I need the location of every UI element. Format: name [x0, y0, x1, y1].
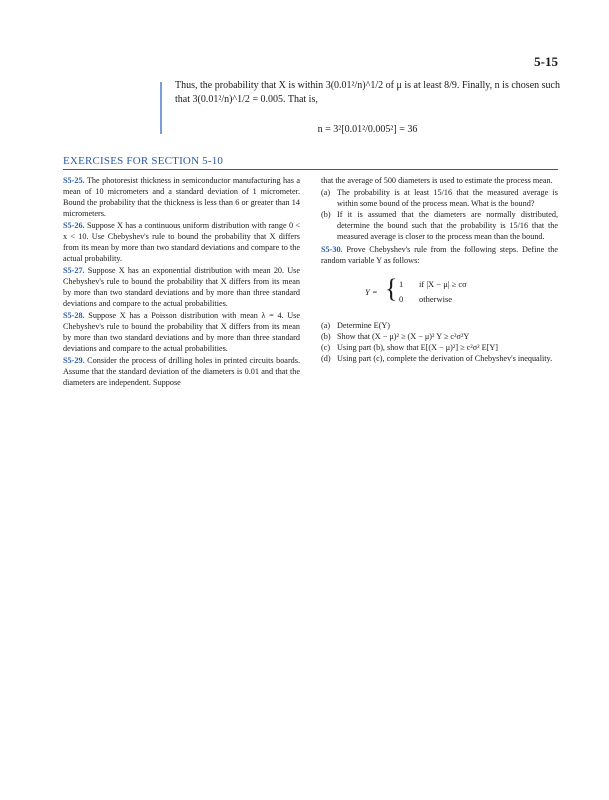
exercise-number: S5-25. — [63, 176, 85, 185]
exercise-part — [321, 209, 558, 242]
part-label: (b) — [321, 210, 331, 219]
exercise-number: S5-29. — [63, 356, 85, 365]
exercise-number: S5-27. — [63, 266, 85, 275]
exercise-number: S5-26. — [63, 221, 85, 230]
case-1-value: 1 — [399, 279, 404, 289]
part-label: (c) — [321, 343, 331, 352]
part-text: Using part (b), show that E[(X − μ)²] ≥ c²σ² E[Y] — [337, 343, 499, 352]
intro-margin-bar — [160, 82, 162, 134]
part-label: (a) — [321, 321, 331, 330]
exercise-text: Consider the process of drilling holes in printed circuits boards. Assume that the standard deviation of the diameters is 0.01 and that the diameters are independent. Suppose — [63, 356, 300, 387]
part-label: (d) — [321, 354, 331, 363]
part-text: Using part (c), complete the derivation of Chebyshev's inequality. — [337, 354, 553, 363]
exercise-text: The photoresist thickness in semiconductor manufacturing has a mean of 10 micrometers and a standard deviation of 1 micrometer. Bound the probability that the thickness is less than 6 or greater than 14 micrometers. — [63, 176, 300, 218]
exercise-part — [321, 342, 558, 353]
exercise-s5-30 — [321, 244, 558, 266]
exercise-part — [321, 187, 558, 209]
exercise-text: Suppose X has an exponential distribution with mean 20. Use Chebyshev's rule to bound the probability that X differs from its mean by more than two standard deviations and by more than three standard deviations and compare to the actual probabilities. — [63, 266, 300, 308]
part-text: If it is assumed that the diameters are normally distributed, determine the bound such that the probability is 15/16 that the measured average is closer to the process mean than the bound. — [337, 210, 558, 241]
page-number: 5-15 — [534, 54, 558, 69]
exercise-text: Suppose X has a continuous uniform distribution with range 0 < x < 10. Use Chebyshev's rule to bound the probability that X differs from its mean by more than two standard deviations and compare to the actual probability. — [63, 221, 301, 263]
exercise-part — [321, 331, 558, 342]
part-text: The probability is at least 15/16 that the measured average is within some bound of the process mean. What is the bound? — [337, 188, 558, 208]
exercise-text: Suppose X has a Poisson distribution with mean λ = 4. Use Chebyshev's rule to bound the probability that X differs from its mean by more than two standard deviations and by more than three standard deviations and compare to the actual probabilities. — [63, 311, 300, 353]
equation-lhs: Y = — [365, 287, 378, 297]
exercise-s5-29 — [63, 355, 300, 388]
part-label: (a) — [321, 188, 331, 197]
exercise-s5-26 — [63, 220, 300, 264]
intro-equation: n = 3²[0.01²/0.005²] = 36 — [317, 124, 418, 135]
exercise-s5-25 — [63, 175, 300, 219]
left-brace-icon: { — [385, 274, 398, 303]
section-heading: EXERCISES FOR SECTION 5-10 — [63, 155, 224, 167]
exercise-text: Prove Chebyshev's rule from the following steps. Define the random variable Y as follows: — [321, 245, 559, 265]
case-2-value: 0 — [399, 294, 404, 304]
left-column — [63, 175, 300, 389]
exercise-number: S5-30. — [321, 245, 343, 254]
part-text: Determine E(Y) — [337, 321, 390, 330]
right-column — [321, 175, 558, 364]
exercise-s5-29-continuation: that the average of 500 diameters is used to estimate the process mean. — [321, 176, 553, 185]
intro-paragraph: Thus, the probability that X is within 3(0.01²/n)^1/2 of μ is at least 8/9. Finally, n is chosen such that 3(0.01²/n)^1/2 = 0.005. That is, — [175, 80, 560, 105]
part-label: (b) — [321, 332, 331, 341]
exercise-part — [321, 320, 558, 331]
exercise-s5-30-parts — [321, 320, 558, 364]
case-2-condition: otherwise — [419, 294, 453, 304]
exercise-s5-27 — [63, 265, 300, 309]
indicator-equation — [321, 276, 558, 310]
exercise-s5-28 — [63, 310, 300, 354]
case-1-condition: if |X − μ| ≥ cσ — [419, 279, 467, 289]
part-text: Show that (X − μ)² ≥ (X − μ)² Y ≥ c²σ²Y — [337, 332, 470, 341]
section-divider — [63, 169, 558, 170]
exercise-part — [321, 353, 558, 364]
exercise-number: S5-28. — [63, 311, 85, 320]
